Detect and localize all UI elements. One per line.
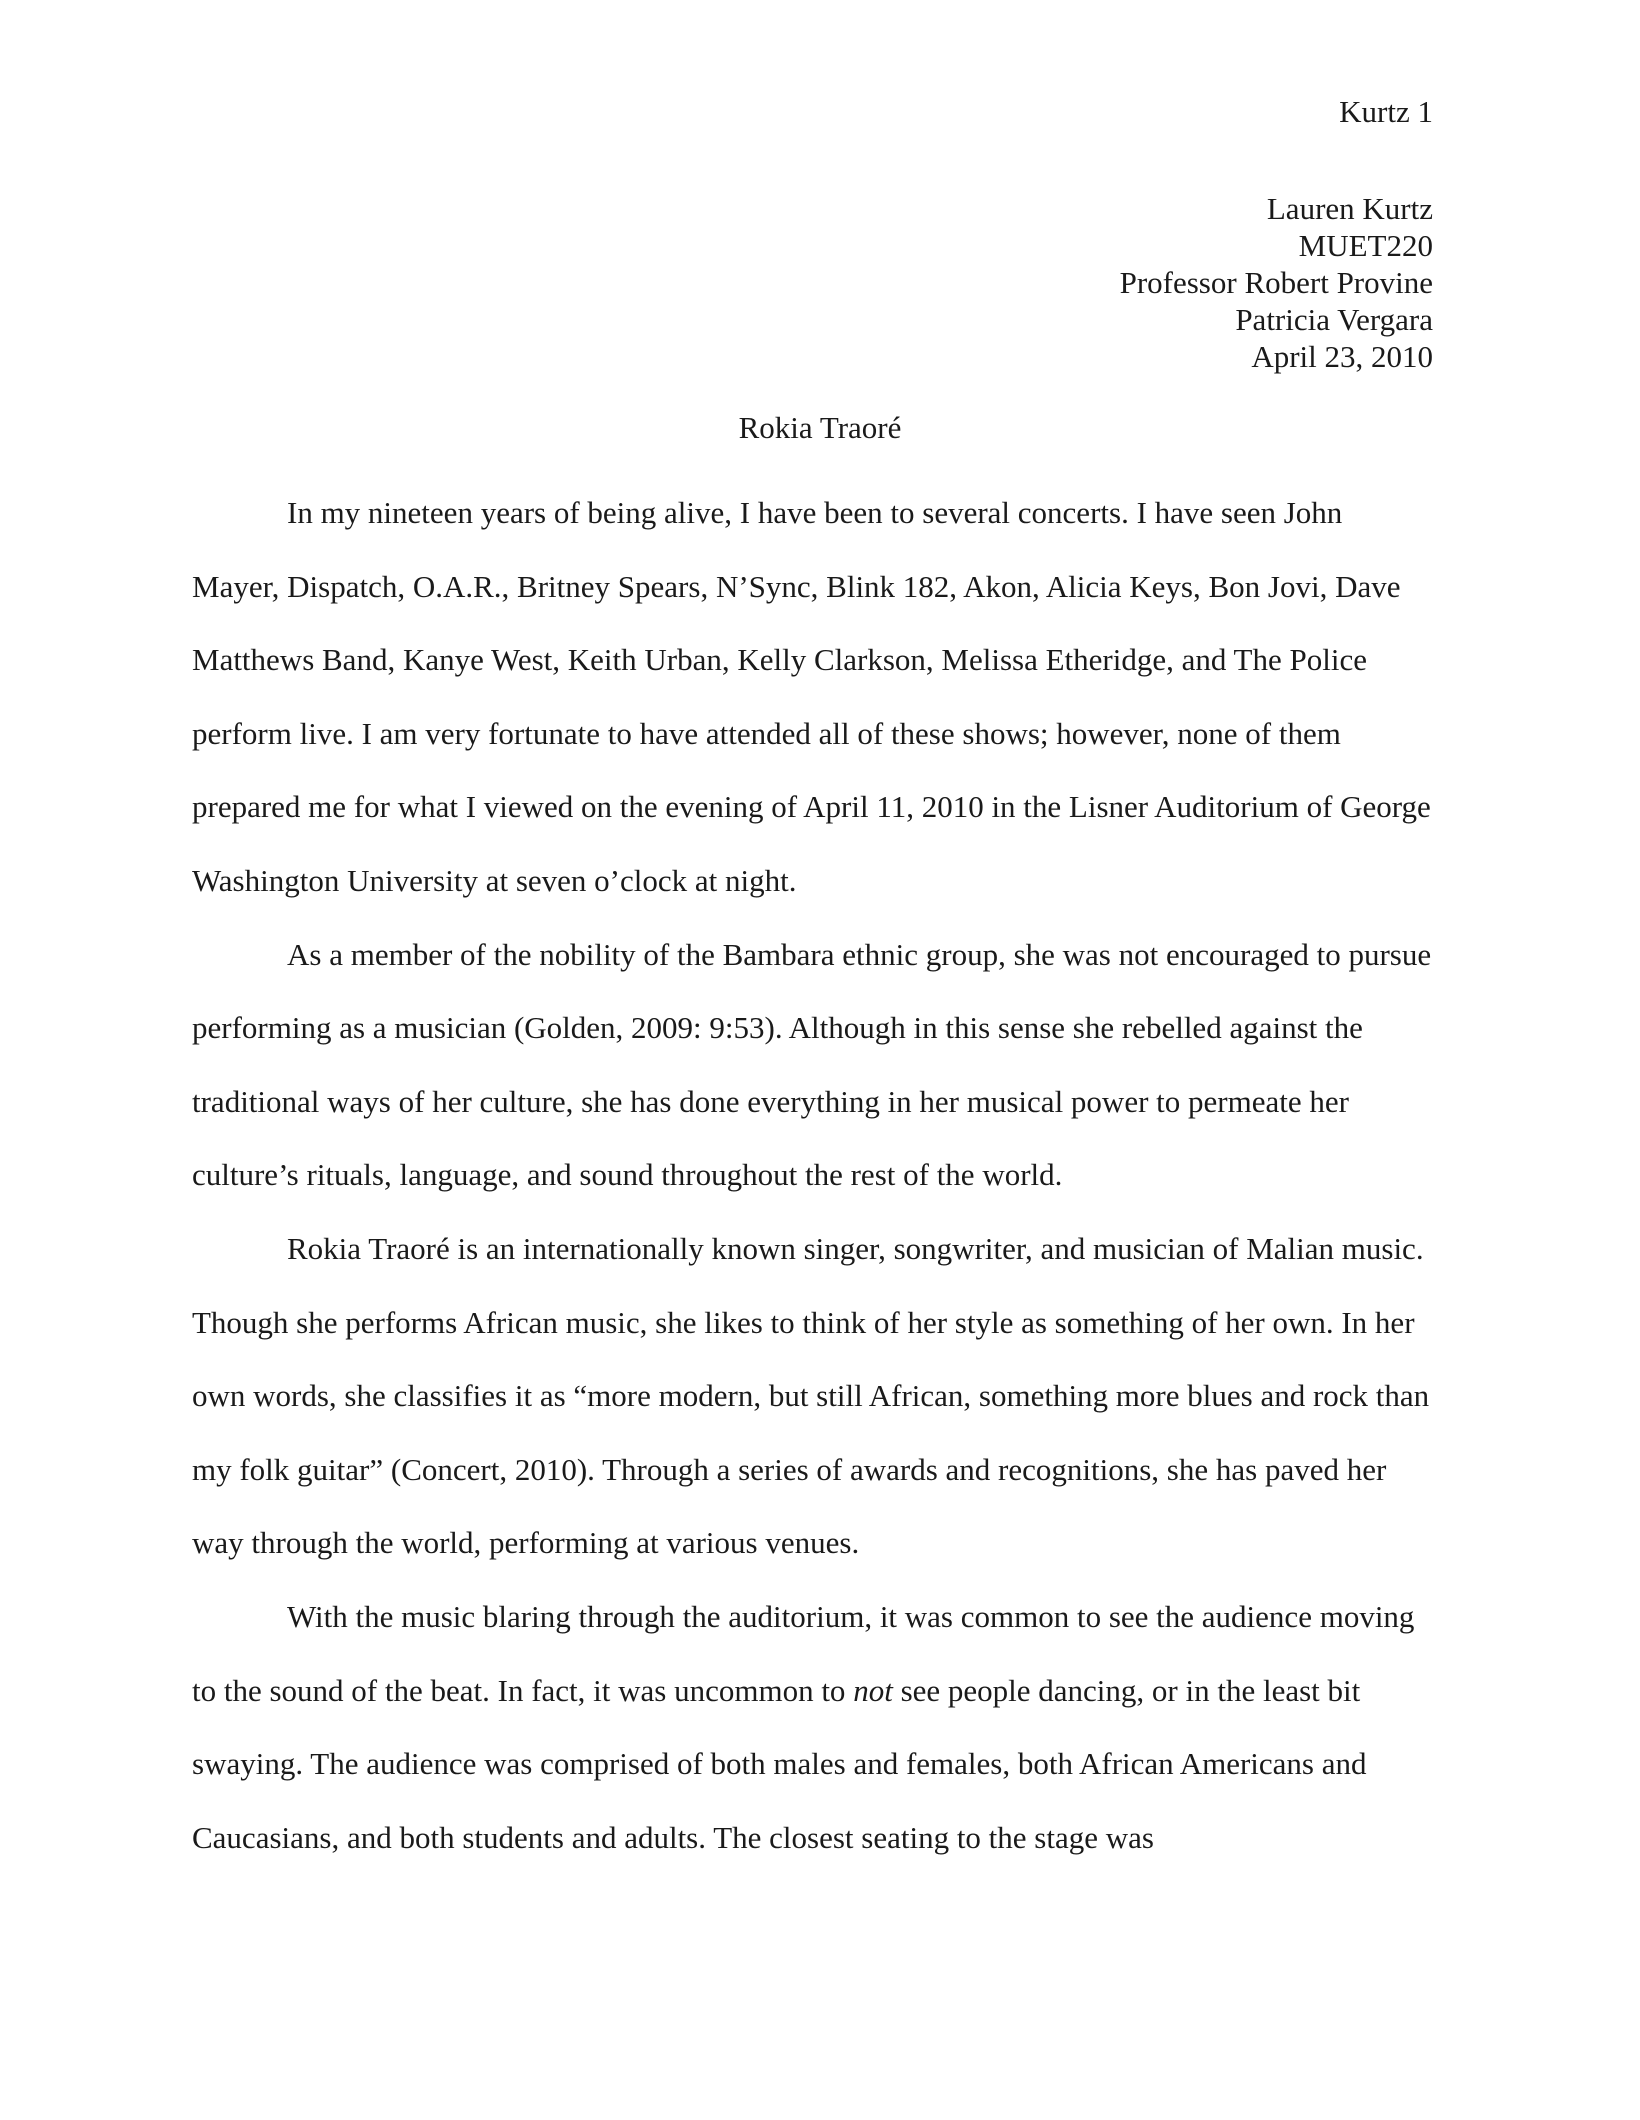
page-header: Kurtz 1 xyxy=(1339,94,1433,129)
paragraph-4 xyxy=(192,1580,1434,1874)
course-code: MUET220 xyxy=(1298,228,1433,263)
author-info-block xyxy=(1120,190,1433,375)
paragraph-4-emphasis: not xyxy=(853,1672,893,1708)
paragraph-2: As a member of the nobility of the Bambara ethnic group, she was not encouraged to pursue performing as a musician (Golden, 2009: 9:53). Although in this sense she rebelled against the traditional ways of her culture, she has done everything in her musical power to permeate her culture’s rituals, language, and sound throughout the rest of the world. xyxy=(192,936,1432,1193)
instructor-name: Patricia Vergara xyxy=(1235,302,1433,337)
author-name: Lauren Kurtz xyxy=(1266,191,1433,226)
document-title: Rokia Traoré xyxy=(738,410,902,445)
paragraph-4-part-2: see people dancing, or in the least bit swaying. The audience was comprised of both males and females, both African Americans and Caucasians, and both students and adults. The closest seating to the stage was xyxy=(192,1672,1367,1855)
body-text xyxy=(192,476,1434,1874)
paragraph-4-part-1: With the music blaring through the auditorium, it was common to see the audience moving to the sound of the beat. In fact, it was uncommon to xyxy=(192,1598,1415,1708)
professor-name: Professor Robert Provine xyxy=(1119,265,1433,300)
paragraph-3: Rokia Traoré is an internationally known singer, songwriter, and musician of Malian music. Though she performs African music, she likes to think of her style as something of her own. In her own words, she classifies it as “more modern, but still African, something more blues and rock than my folk guitar” (Concert, 2010). Through a series of awards and recognitions, she has paved her way through the world, performing at various venues. xyxy=(192,1230,1430,1561)
document-date: April 23, 2010 xyxy=(1251,339,1433,374)
paragraph-1: In my nineteen years of being alive, I have been to several concerts. I have seen John Mayer, Dispatch, O.A.R., Britney Spears, N’Sync, Blink 182, Akon, Alicia Keys, Bon Jovi, Dave Matthews Band, Kanye West, Keith Urban, Kelly Clarkson, Melissa Etheridge, and The Police perform live. I am very fortunate to have attended all of these shows; however, none of them prepared me for what I viewed on the evening of April 11, 2010 in the Lisner Auditorium of George Washington University at seven o’clock at night. xyxy=(192,495,1431,898)
